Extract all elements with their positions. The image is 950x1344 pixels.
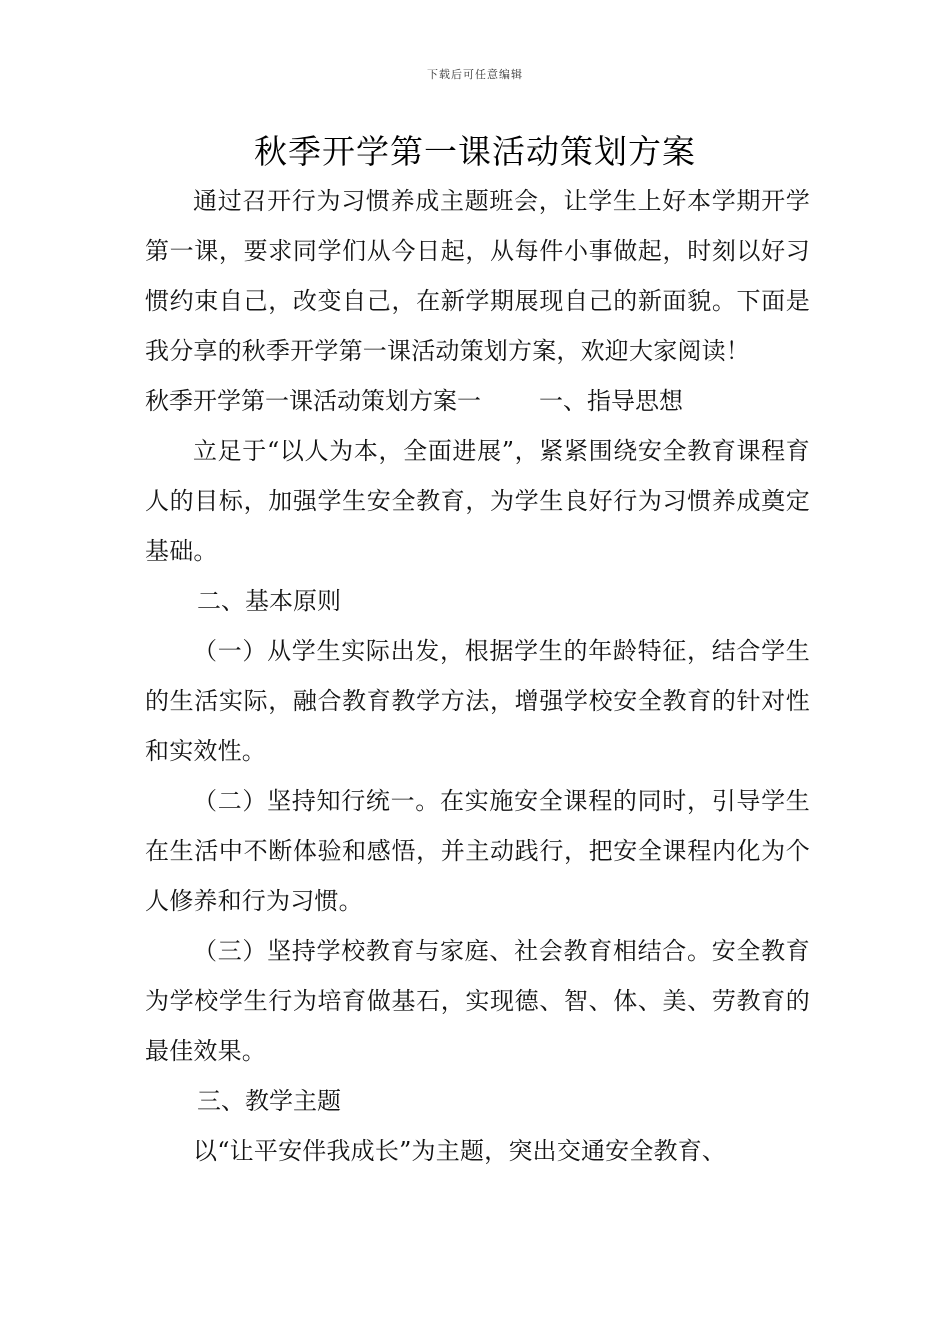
header-note: 下载后可任意编辑 bbox=[427, 68, 523, 81]
plan-one-title: 秋季开学第一课活动策划方案一 bbox=[145, 387, 481, 415]
document-title: 秋季开学第一课活动策划方案 bbox=[254, 132, 696, 171]
principle-two-paragraph: （二）坚持知行统一。在实施安全课程的同时，引导学生在生活中不断体验和感悟，并主动践行，把安全课程内化为个人修养和行为习惯。 bbox=[145, 787, 810, 915]
guiding-ideology-paragraph: 立足于“以人为本，全面进展”，紧紧围绕安全教育课程育人的目标，加强学生安全教育，为学生良好行为习惯养成奠定基础。 bbox=[145, 437, 810, 565]
principle-three-paragraph: （三）坚持学校教育与家庭、社会教育相结合。安全教育为学校学生行为培育做基石，实现德、智、体、美、劳教育的最佳效果。 bbox=[145, 937, 810, 1065]
principle-one-paragraph: （一）从学生实际出发，根据学生的年龄特征，结合学生的生活实际，融合教育教学方法，增强学校安全教育的针对性和实效性。 bbox=[145, 637, 810, 765]
basic-principles-heading: 二、基本原则 bbox=[197, 587, 341, 615]
document-body bbox=[145, 176, 810, 1176]
teaching-theme-paragraph: 以“让平安伴我成长”为主题，突出交通安全教育、 bbox=[193, 1137, 727, 1165]
intro-paragraph: 通过召开行为习惯养成主题班会，让学生上好本学期开学第一课，要求同学们从今日起，从每件小事做起，时刻以好习惯约束自己，改变自己，在新学期展现自己的新面貌。下面是我分享的秋季开学第一课活动策划方案，欢迎大家阅读！ bbox=[145, 187, 810, 365]
section-heading-row bbox=[145, 376, 810, 426]
guiding-ideology-heading: 一、指导思想 bbox=[539, 387, 683, 415]
teaching-theme-heading: 三、教学主题 bbox=[197, 1087, 341, 1115]
